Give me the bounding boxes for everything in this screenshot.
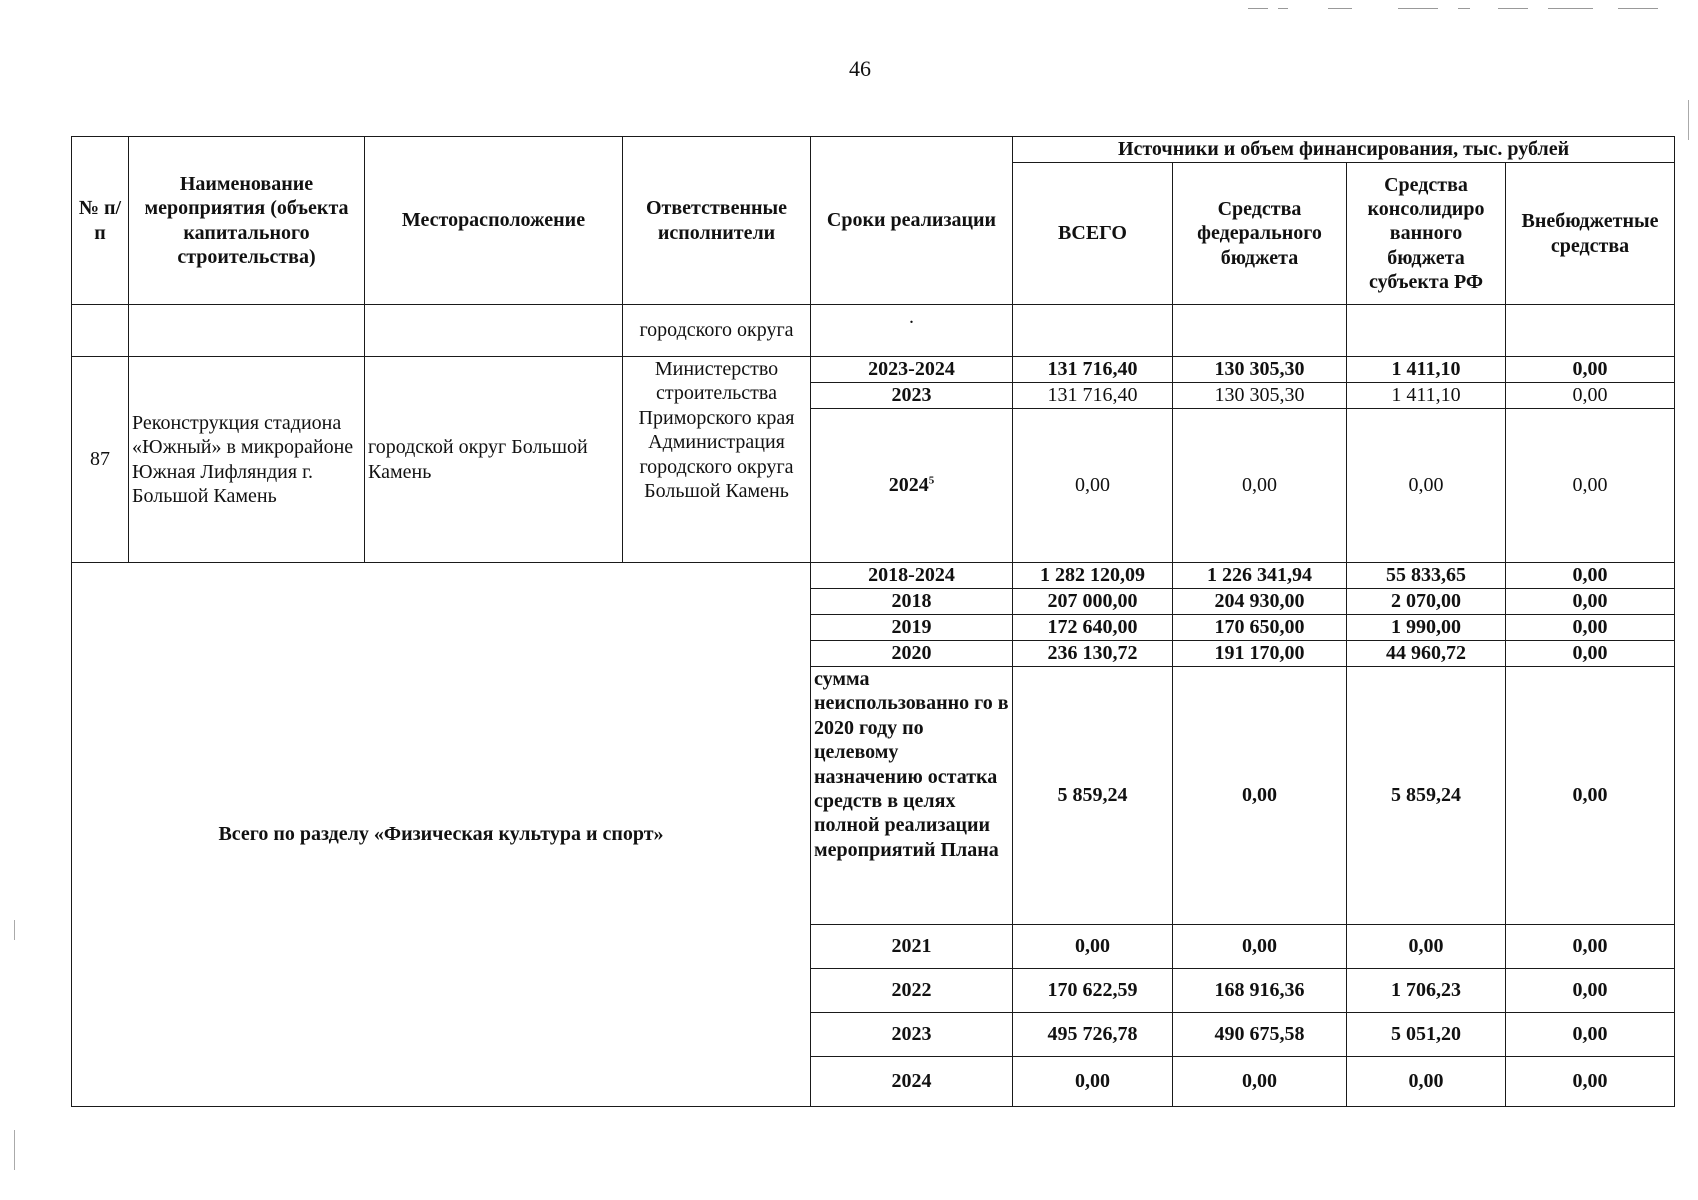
federal-cell: 170 650,00 bbox=[1173, 615, 1347, 641]
federal-cell: 130 305,30 bbox=[1173, 357, 1347, 383]
regional-cell: 0,00 bbox=[1347, 925, 1506, 969]
page-number: 46 bbox=[849, 56, 871, 81]
footnote-mark: 5 bbox=[928, 474, 935, 487]
extra-cell: 0,00 bbox=[1506, 1057, 1675, 1107]
item-num: 87 bbox=[72, 357, 129, 563]
item-name: Реконструкция стадиона «Южный» в микрорайоне Южная Лифляндия г. Большой Камень bbox=[129, 357, 365, 563]
period-cell: 2021 bbox=[811, 925, 1013, 969]
table-row bbox=[72, 563, 1675, 589]
header-num: № п/п bbox=[72, 137, 129, 305]
period-cell bbox=[811, 409, 1013, 563]
extra-cell: 0,00 bbox=[1506, 667, 1675, 925]
continuation-period: . bbox=[811, 305, 1013, 357]
cell-empty bbox=[365, 305, 623, 357]
extra-cell: 0,00 bbox=[1506, 615, 1675, 641]
item-responsible: Министерство строительства Приморского края Администрация городского округа Большой Камень bbox=[623, 357, 811, 563]
extra-cell: 0,00 bbox=[1506, 589, 1675, 615]
total-cell: 0,00 bbox=[1013, 409, 1173, 563]
regional-cell: 1 706,23 bbox=[1347, 969, 1506, 1013]
total-cell: 5 859,24 bbox=[1013, 667, 1173, 925]
table-header bbox=[72, 137, 1675, 305]
regional-cell: 5 051,20 bbox=[1347, 1013, 1506, 1057]
period-text: 2024 bbox=[888, 474, 929, 497]
extra-cell: 0,00 bbox=[1506, 641, 1675, 667]
cell-empty bbox=[129, 305, 365, 357]
total-cell: 131 716,40 bbox=[1013, 383, 1173, 409]
federal-cell: 204 930,00 bbox=[1173, 589, 1347, 615]
period-cell: 2020 bbox=[811, 641, 1013, 667]
scan-marks bbox=[1248, 8, 1668, 10]
extra-cell: 0,00 bbox=[1506, 563, 1675, 589]
scan-edge-mark bbox=[14, 920, 15, 940]
regional-cell: 1 411,10 bbox=[1347, 357, 1506, 383]
cell-empty bbox=[1173, 305, 1347, 357]
financing-table bbox=[71, 136, 1675, 1107]
continuation-row bbox=[72, 305, 1675, 357]
regional-cell: 5 859,24 bbox=[1347, 667, 1506, 925]
period-cell: 2024 bbox=[811, 1057, 1013, 1107]
header-regional: Средства консолидиро ванного бюджета субъекта РФ bbox=[1347, 163, 1506, 305]
federal-cell: 0,00 bbox=[1173, 1057, 1347, 1107]
header-total: ВСЕГО bbox=[1013, 163, 1173, 305]
period-cell: 2023 bbox=[811, 1013, 1013, 1057]
total-cell: 1 282 120,09 bbox=[1013, 563, 1173, 589]
total-cell: 170 622,59 bbox=[1013, 969, 1173, 1013]
federal-cell: 168 916,36 bbox=[1173, 969, 1347, 1013]
regional-cell: 1 411,10 bbox=[1347, 383, 1506, 409]
scan-edge-mark bbox=[14, 1130, 15, 1170]
regional-cell: 0,00 bbox=[1347, 1057, 1506, 1107]
total-cell: 0,00 bbox=[1013, 1057, 1173, 1107]
regional-cell: 2 070,00 bbox=[1347, 589, 1506, 615]
header-name: Наименование мероприятия (объекта капитального строительства) bbox=[129, 137, 365, 305]
period-cell: 2023 bbox=[811, 383, 1013, 409]
section-total-label: Всего по разделу «Физическая культура и спорт» bbox=[72, 563, 811, 1107]
cell-empty bbox=[1013, 305, 1173, 357]
continuation-responsible: городского округа bbox=[623, 305, 811, 357]
period-cell: 2022 bbox=[811, 969, 1013, 1013]
period-cell: 2019 bbox=[811, 615, 1013, 641]
extra-cell: 0,00 bbox=[1506, 409, 1675, 563]
total-cell: 172 640,00 bbox=[1013, 615, 1173, 641]
total-cell: 495 726,78 bbox=[1013, 1013, 1173, 1057]
total-cell: 131 716,40 bbox=[1013, 357, 1173, 383]
extra-cell: 0,00 bbox=[1506, 969, 1675, 1013]
regional-cell: 0,00 bbox=[1347, 409, 1506, 563]
header-extra: Внебюджетные средства bbox=[1506, 163, 1675, 305]
regional-cell: 44 960,72 bbox=[1347, 641, 1506, 667]
regional-cell: 1 990,00 bbox=[1347, 615, 1506, 641]
header-federal: Средства федерального бюджета bbox=[1173, 163, 1347, 305]
header-responsible: Ответственные исполнители bbox=[623, 137, 811, 305]
federal-cell: 0,00 bbox=[1173, 667, 1347, 925]
cell-empty bbox=[1347, 305, 1506, 357]
extra-cell: 0,00 bbox=[1506, 357, 1675, 383]
total-cell: 0,00 bbox=[1013, 925, 1173, 969]
regional-cell: 55 833,65 bbox=[1347, 563, 1506, 589]
cell-empty bbox=[1506, 305, 1675, 357]
federal-cell: 191 170,00 bbox=[1173, 641, 1347, 667]
header-period: Сроки реализации bbox=[811, 137, 1013, 305]
total-cell: 236 130,72 bbox=[1013, 641, 1173, 667]
period-cell: 2023-2024 bbox=[811, 357, 1013, 383]
period-note-cell: сумма неиспользованно го в 2020 году по целевому назначению остатка средств в целях полной реализации мероприятий Плана bbox=[811, 667, 1013, 925]
period-cell: 2018-2024 bbox=[811, 563, 1013, 589]
item-location: городской округ Большой Камень bbox=[365, 357, 623, 563]
extra-cell: 0,00 bbox=[1506, 383, 1675, 409]
table-row bbox=[72, 357, 1675, 383]
header-funding-group: Источники и объем финансирования, тыс. рублей bbox=[1013, 137, 1675, 163]
header-location: Месторасположение bbox=[365, 137, 623, 305]
cell-empty bbox=[72, 305, 129, 357]
total-cell: 207 000,00 bbox=[1013, 589, 1173, 615]
extra-cell: 0,00 bbox=[1506, 925, 1675, 969]
scan-edge-mark bbox=[1688, 100, 1689, 140]
federal-cell: 130 305,30 bbox=[1173, 383, 1347, 409]
federal-cell: 0,00 bbox=[1173, 409, 1347, 563]
federal-cell: 1 226 341,94 bbox=[1173, 563, 1347, 589]
extra-cell: 0,00 bbox=[1506, 1013, 1675, 1057]
federal-cell: 0,00 bbox=[1173, 925, 1347, 969]
period-cell: 2018 bbox=[811, 589, 1013, 615]
federal-cell: 490 675,58 bbox=[1173, 1013, 1347, 1057]
